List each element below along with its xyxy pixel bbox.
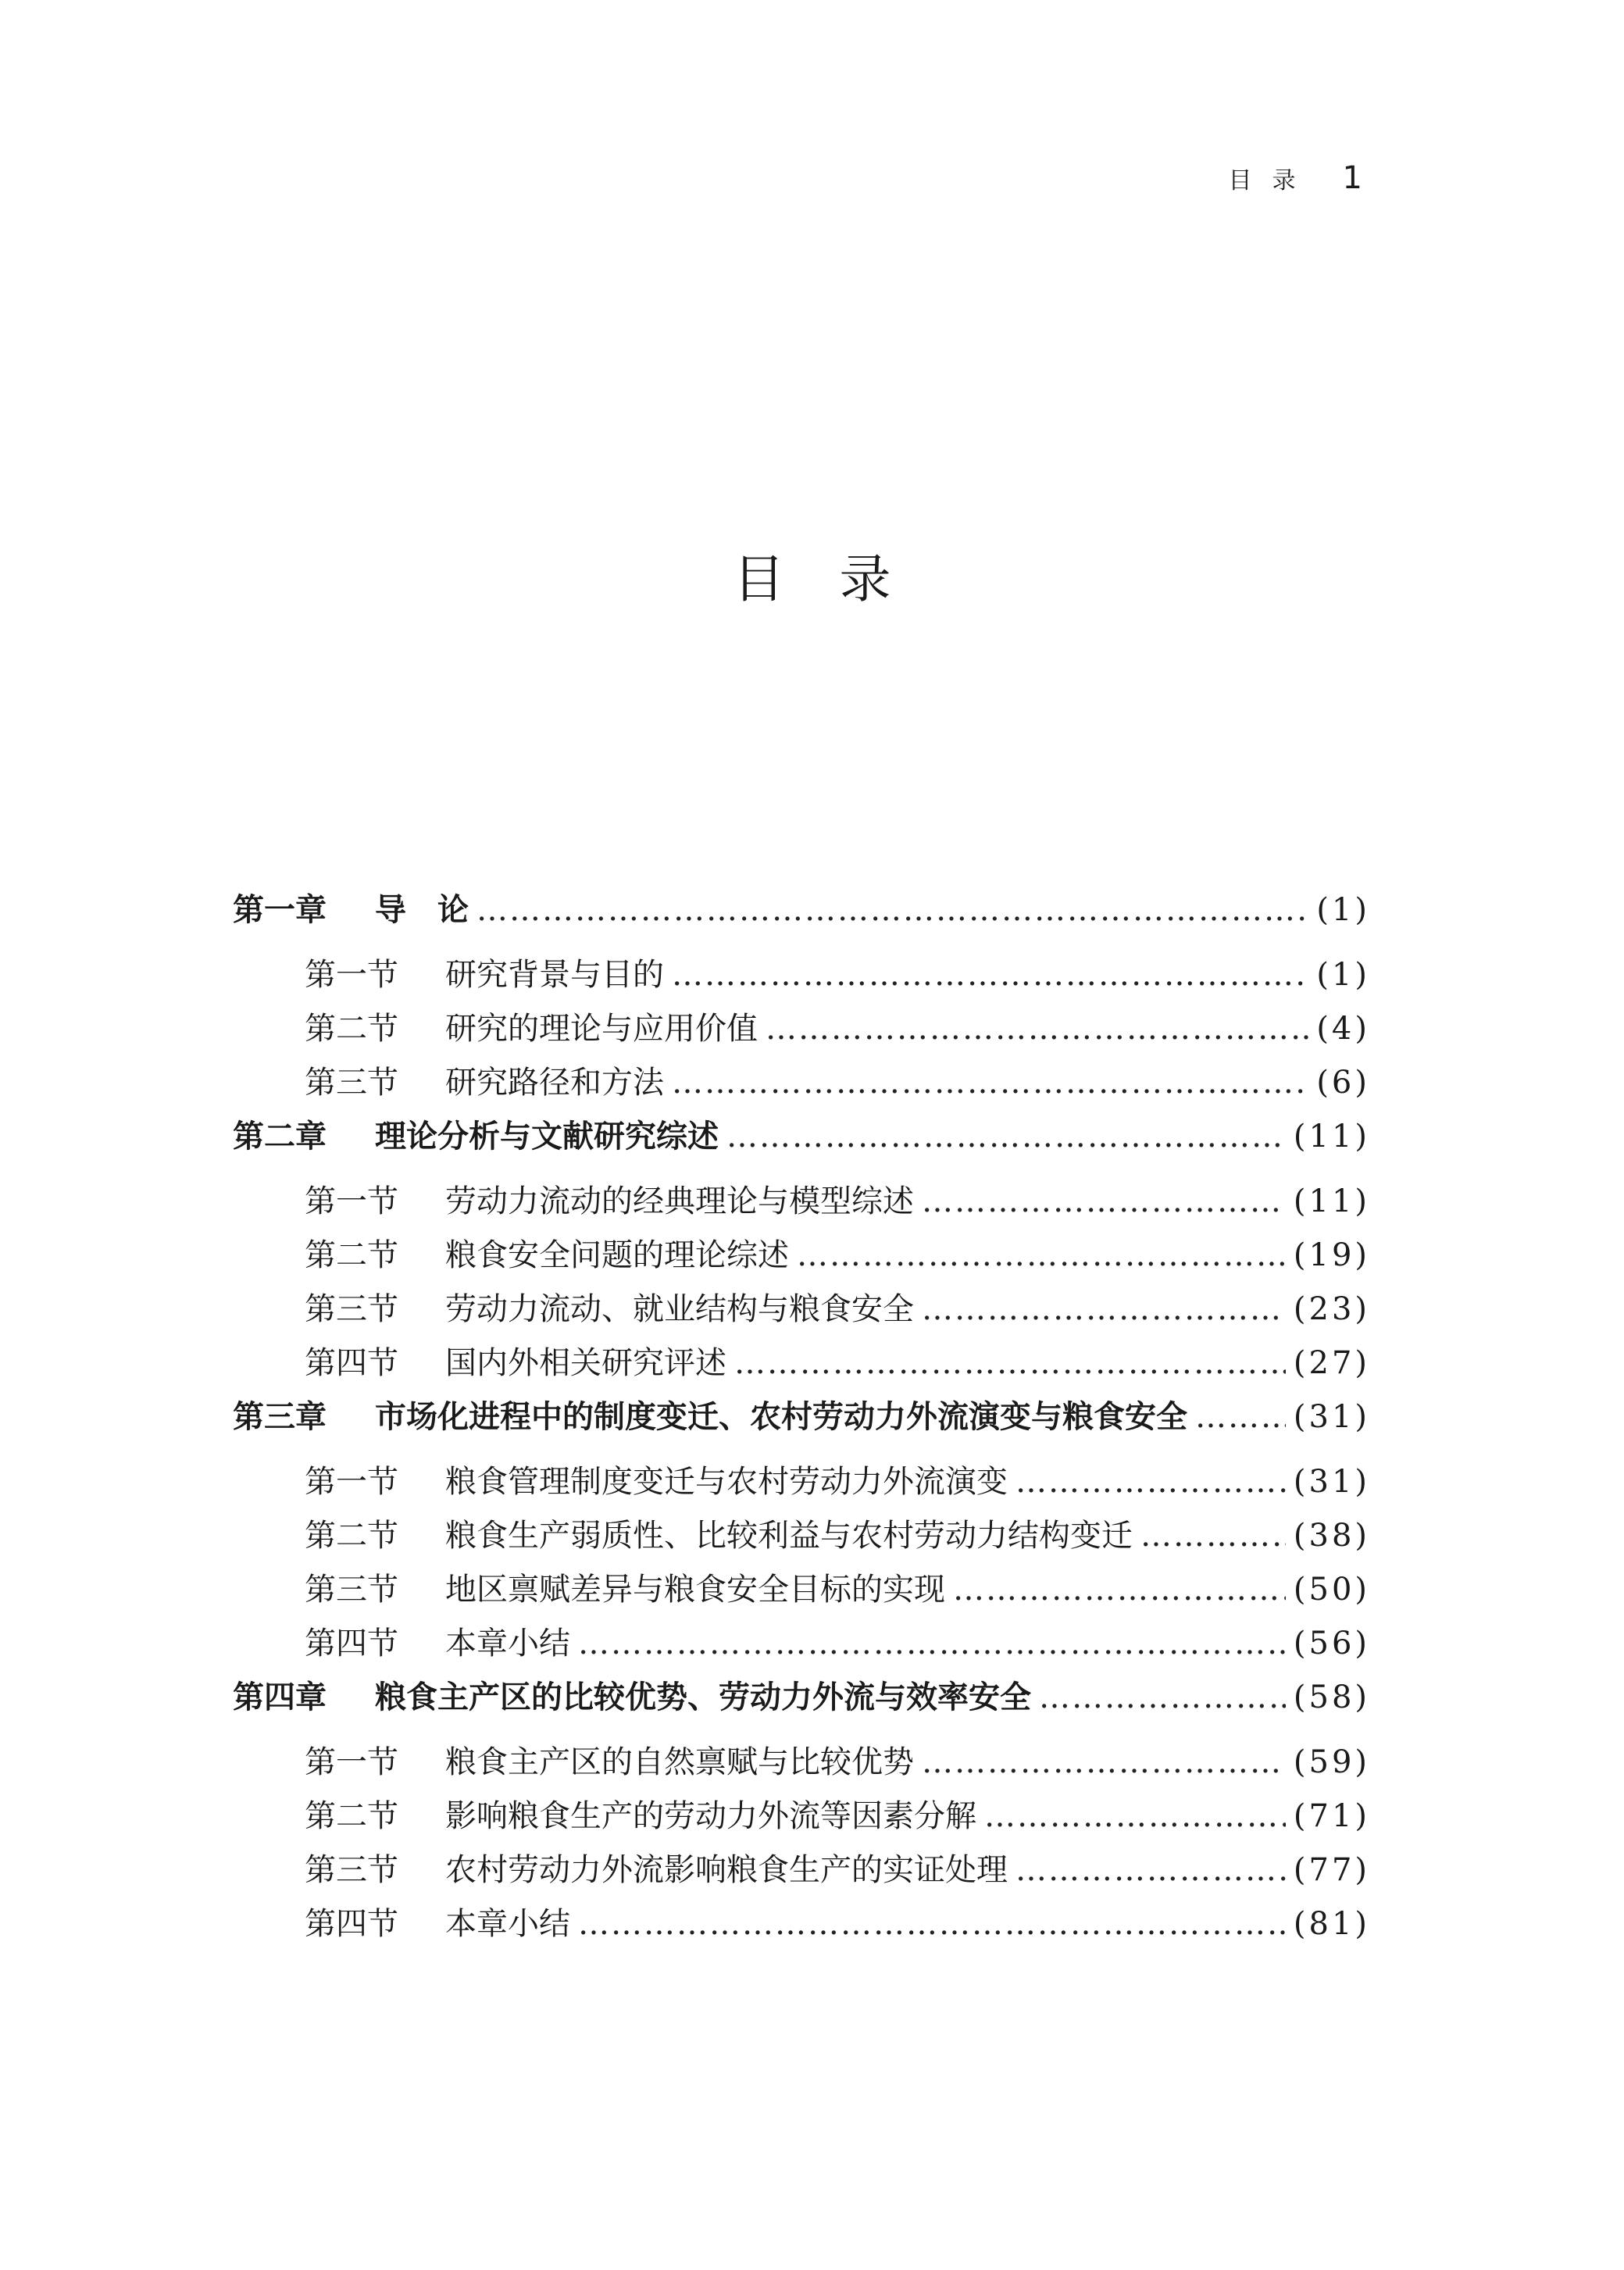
toc-section-row[interactable] [233, 1183, 1370, 1240]
section-number: 第四节 [305, 1345, 398, 1381]
chapter-number: 第二章 [233, 1118, 327, 1155]
section-title: 国内外相关研究评述 [445, 1345, 726, 1381]
section-page: (19) [1293, 1237, 1370, 1273]
section-number: 第三节 [305, 1852, 398, 1888]
dot-leader [922, 1294, 1286, 1325]
chapter-title: 市场化进程中的制度变迁、农村劳动力外流演变与粮食安全 [375, 1398, 1187, 1435]
toc-section-row[interactable] [233, 1466, 1370, 1520]
section-title: 粮食管理制度变迁与农村劳动力外流演变 [445, 1464, 1008, 1500]
section-page: (56) [1293, 1626, 1370, 1661]
dot-leader [766, 1013, 1308, 1044]
section-title: 研究的理论与应用价值 [445, 1011, 758, 1047]
section-number: 第三节 [305, 1065, 398, 1101]
section-page: (4) [1316, 1011, 1370, 1047]
toc-chapter-row[interactable] [233, 1118, 1370, 1186]
section-title: 本章小结 [445, 1906, 570, 1942]
chapter-title: 理论分析与文献研究综述 [375, 1118, 719, 1155]
chapter-page: (11) [1293, 1119, 1370, 1155]
section-title: 地区禀赋差异与粮食安全目标的实现 [445, 1572, 945, 1608]
section-title: 研究路径和方法 [445, 1065, 664, 1101]
section-page: (59) [1293, 1744, 1370, 1780]
toc-chapter-1 [233, 891, 1370, 1121]
section-list [233, 1183, 1370, 1401]
chapter-page: (1) [1316, 892, 1370, 928]
toc-section-row[interactable] [233, 1798, 1370, 1854]
section-list [233, 1466, 1370, 1682]
section-number: 第一节 [305, 957, 398, 993]
section-list [233, 959, 1370, 1121]
section-number: 第二节 [305, 1798, 398, 1834]
toc-chapter-row[interactable] [233, 1679, 1370, 1747]
toc-section-row[interactable] [233, 1628, 1370, 1682]
section-number: 第四节 [305, 1626, 398, 1661]
section-number: 第二节 [305, 1518, 398, 1554]
dot-leader [672, 959, 1308, 990]
section-title: 粮食安全问题的理论综述 [445, 1237, 789, 1273]
dot-leader [578, 1628, 1286, 1659]
dot-leader [922, 1186, 1286, 1217]
dot-leader [476, 894, 1308, 926]
section-page: (31) [1293, 1464, 1370, 1500]
running-header-label: 目录 [1228, 167, 1316, 195]
dot-leader [1015, 1466, 1286, 1497]
section-title: 研究背景与目的 [445, 957, 664, 993]
dot-leader [953, 1574, 1286, 1605]
section-number: 第四节 [305, 1906, 398, 1942]
dot-leader [672, 1067, 1308, 1098]
dot-leader [1015, 1854, 1286, 1886]
section-title: 本章小结 [445, 1626, 570, 1661]
section-number: 第一节 [305, 1744, 398, 1780]
dot-leader [734, 1347, 1286, 1379]
toc-section-row[interactable] [233, 1908, 1370, 1962]
section-number: 第一节 [305, 1464, 398, 1500]
running-header [1229, 160, 1362, 196]
section-number: 第二节 [305, 1011, 398, 1047]
section-title: 农村劳动力外流影响粮食生产的实证处理 [445, 1852, 1008, 1888]
section-page: (27) [1293, 1345, 1370, 1381]
dot-leader [1140, 1520, 1286, 1551]
toc-chapter-2 [233, 1118, 1370, 1401]
table-of-contents [233, 891, 1370, 1962]
dot-leader [726, 1121, 1286, 1152]
dot-leader [922, 1747, 1286, 1778]
running-header-page-number: 1 [1342, 160, 1362, 196]
chapter-page: (31) [1293, 1399, 1370, 1435]
section-title: 影响粮食生产的劳动力外流等因素分解 [445, 1798, 976, 1834]
toc-section-row[interactable] [233, 959, 1370, 1013]
toc-chapter-3 [233, 1398, 1370, 1682]
section-page: (23) [1293, 1291, 1370, 1327]
toc-section-row[interactable] [233, 1744, 1370, 1801]
toc-section-row[interactable] [233, 1347, 1370, 1401]
chapter-number: 第三章 [233, 1398, 327, 1435]
section-title: 粮食生产弱质性、比较利益与农村劳动力结构变迁 [445, 1518, 1133, 1554]
section-page: (81) [1293, 1906, 1370, 1942]
toc-section-row[interactable] [233, 1854, 1370, 1908]
toc-chapter-row[interactable] [233, 891, 1370, 959]
dot-leader [984, 1801, 1286, 1832]
section-page: (71) [1293, 1798, 1370, 1834]
section-number: 第三节 [305, 1572, 398, 1608]
chapter-number: 第四章 [233, 1679, 327, 1715]
section-page: (38) [1293, 1518, 1370, 1554]
dot-leader [1039, 1682, 1286, 1713]
section-number: 第二节 [305, 1237, 398, 1273]
section-page: (1) [1316, 957, 1370, 993]
section-page: (77) [1293, 1852, 1370, 1888]
section-title: 劳动力流动的经典理论与模型综述 [445, 1183, 914, 1219]
section-number: 第一节 [305, 1183, 398, 1219]
toc-section-row[interactable] [233, 1520, 1370, 1574]
section-list [233, 1744, 1370, 1962]
section-title: 劳动力流动、就业结构与粮食安全 [445, 1291, 914, 1327]
page-title: 目录 [733, 549, 946, 609]
toc-chapter-row[interactable] [233, 1398, 1370, 1466]
section-page: (50) [1293, 1572, 1370, 1608]
section-title: 粮食主产区的自然禀赋与比较优势 [445, 1744, 914, 1780]
toc-section-row[interactable] [233, 1574, 1370, 1628]
section-page: (11) [1293, 1183, 1370, 1219]
toc-section-row[interactable] [233, 1291, 1370, 1347]
toc-section-row[interactable] [233, 1067, 1370, 1121]
dot-leader [578, 1908, 1286, 1940]
chapter-title: 粮食主产区的比较优势、劳动力外流与效率安全 [375, 1679, 1031, 1715]
chapter-number: 第一章 [233, 891, 327, 928]
chapter-page: (58) [1293, 1679, 1370, 1715]
toc-chapter-4 [233, 1679, 1370, 1962]
toc-section-row[interactable] [233, 1237, 1370, 1294]
chapter-title: 导 论 [375, 891, 469, 928]
section-page: (6) [1316, 1065, 1370, 1101]
dot-leader [1195, 1401, 1286, 1433]
dot-leader [797, 1240, 1286, 1271]
section-number: 第三节 [305, 1291, 398, 1327]
toc-section-row[interactable] [233, 1013, 1370, 1067]
